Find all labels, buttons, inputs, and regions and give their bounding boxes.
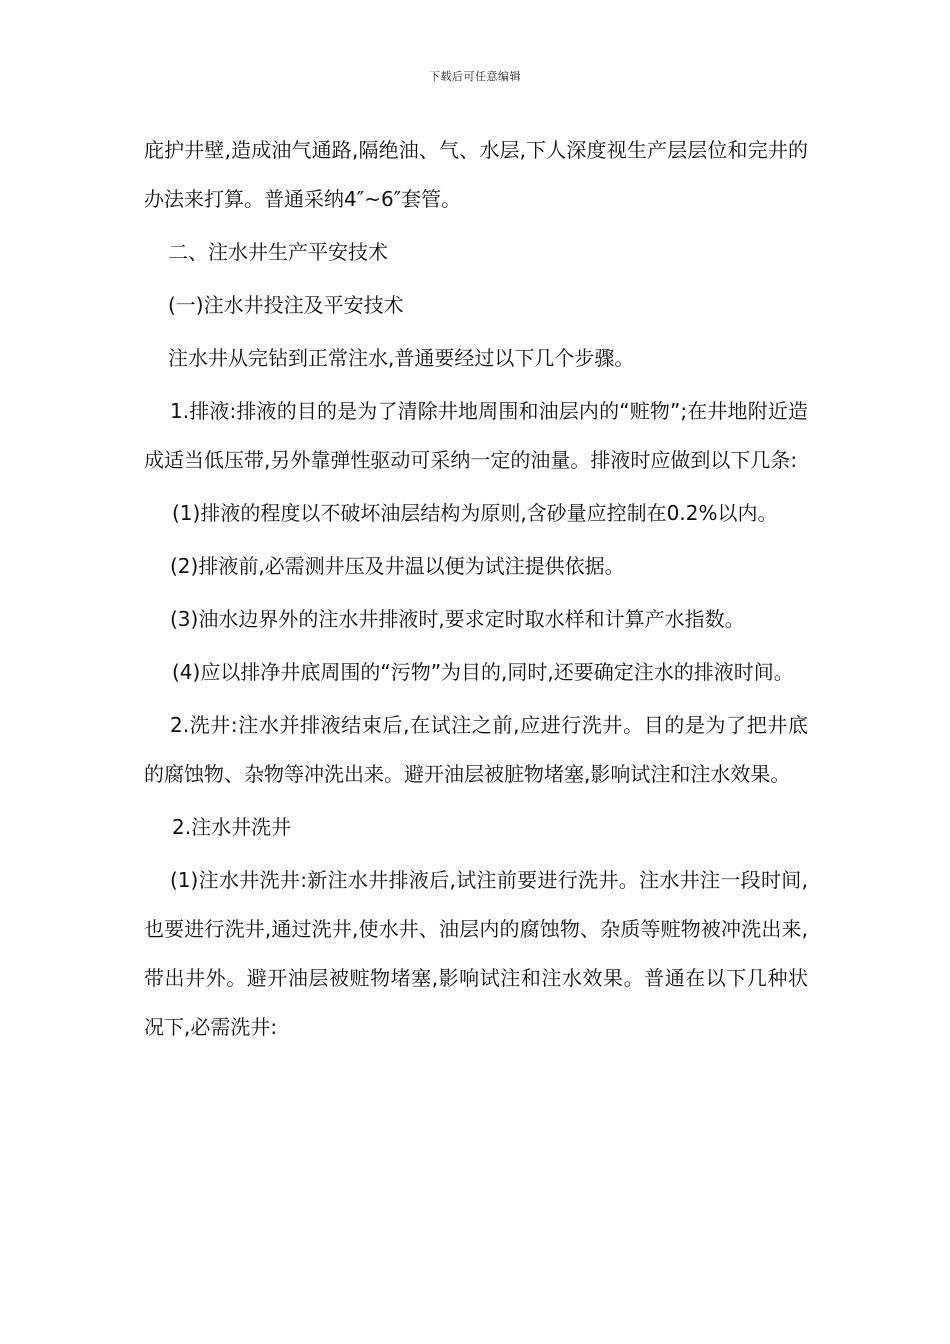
paragraph: 庇护井壁,造成油气通路,隔绝油、气、水层,下人深度视生产层层位和完井的办法来打算。普通采纳4″~6″套管。 xyxy=(144,138,808,211)
paragraph: 注水井从完钻到正常注水,普通要经过以下几个步骤。 xyxy=(168,346,635,370)
subsection-heading: (一)注水井投注及平安技术 xyxy=(168,293,404,317)
document-body xyxy=(144,126,808,1052)
list-item: 2.洗井:注水并排液结束后,在试注之前,应进行洗井。目的是为了把井底的腐蚀物、杂物等冲洗出来。避开油层被脏物堵塞,影响试注和注水效果。 xyxy=(144,713,808,786)
list-item: (4)应以排净井底周围的“污物”为目的,同时,还要确定注水的排液时间。 xyxy=(172,660,794,684)
list-item: 1.排液:排液的目的是为了清除井地周围和油层内的“赃物”;在井地附近造成适当低压带,另外靠弹性驱动可采纳一定的油量。排液时应做到以下几条: xyxy=(144,399,808,472)
list-item: (1)注水井洗井:新注水井排液后,试注前要进行洗井。注水井注一段时间,也要进行洗井,通过洗井,使水井、油层内的腐蚀物、杂质等赃物被冲洗出来,带出井外。避开油层被赃物堵塞,影响试注和注水效果。普通在以下几种状况下,必需洗井: xyxy=(144,868,808,1039)
subsection-heading: 2.注水井洗井 xyxy=(172,815,292,839)
list-item: (2)排液前,必需测井压及井温以便为试注提供依据。 xyxy=(170,554,625,578)
section-heading: 二、注水井生产平安技术 xyxy=(168,240,388,264)
list-item: (3)油水边界外的注水井排液时,要求定时取水样和计算产水指数。 xyxy=(170,607,745,631)
list-item: (1)排液的程度以不破坏油层结构为原则,含砂量应控制在0.2%以内。 xyxy=(172,501,778,525)
page-header: 下载后可任意编辑 xyxy=(429,70,521,83)
